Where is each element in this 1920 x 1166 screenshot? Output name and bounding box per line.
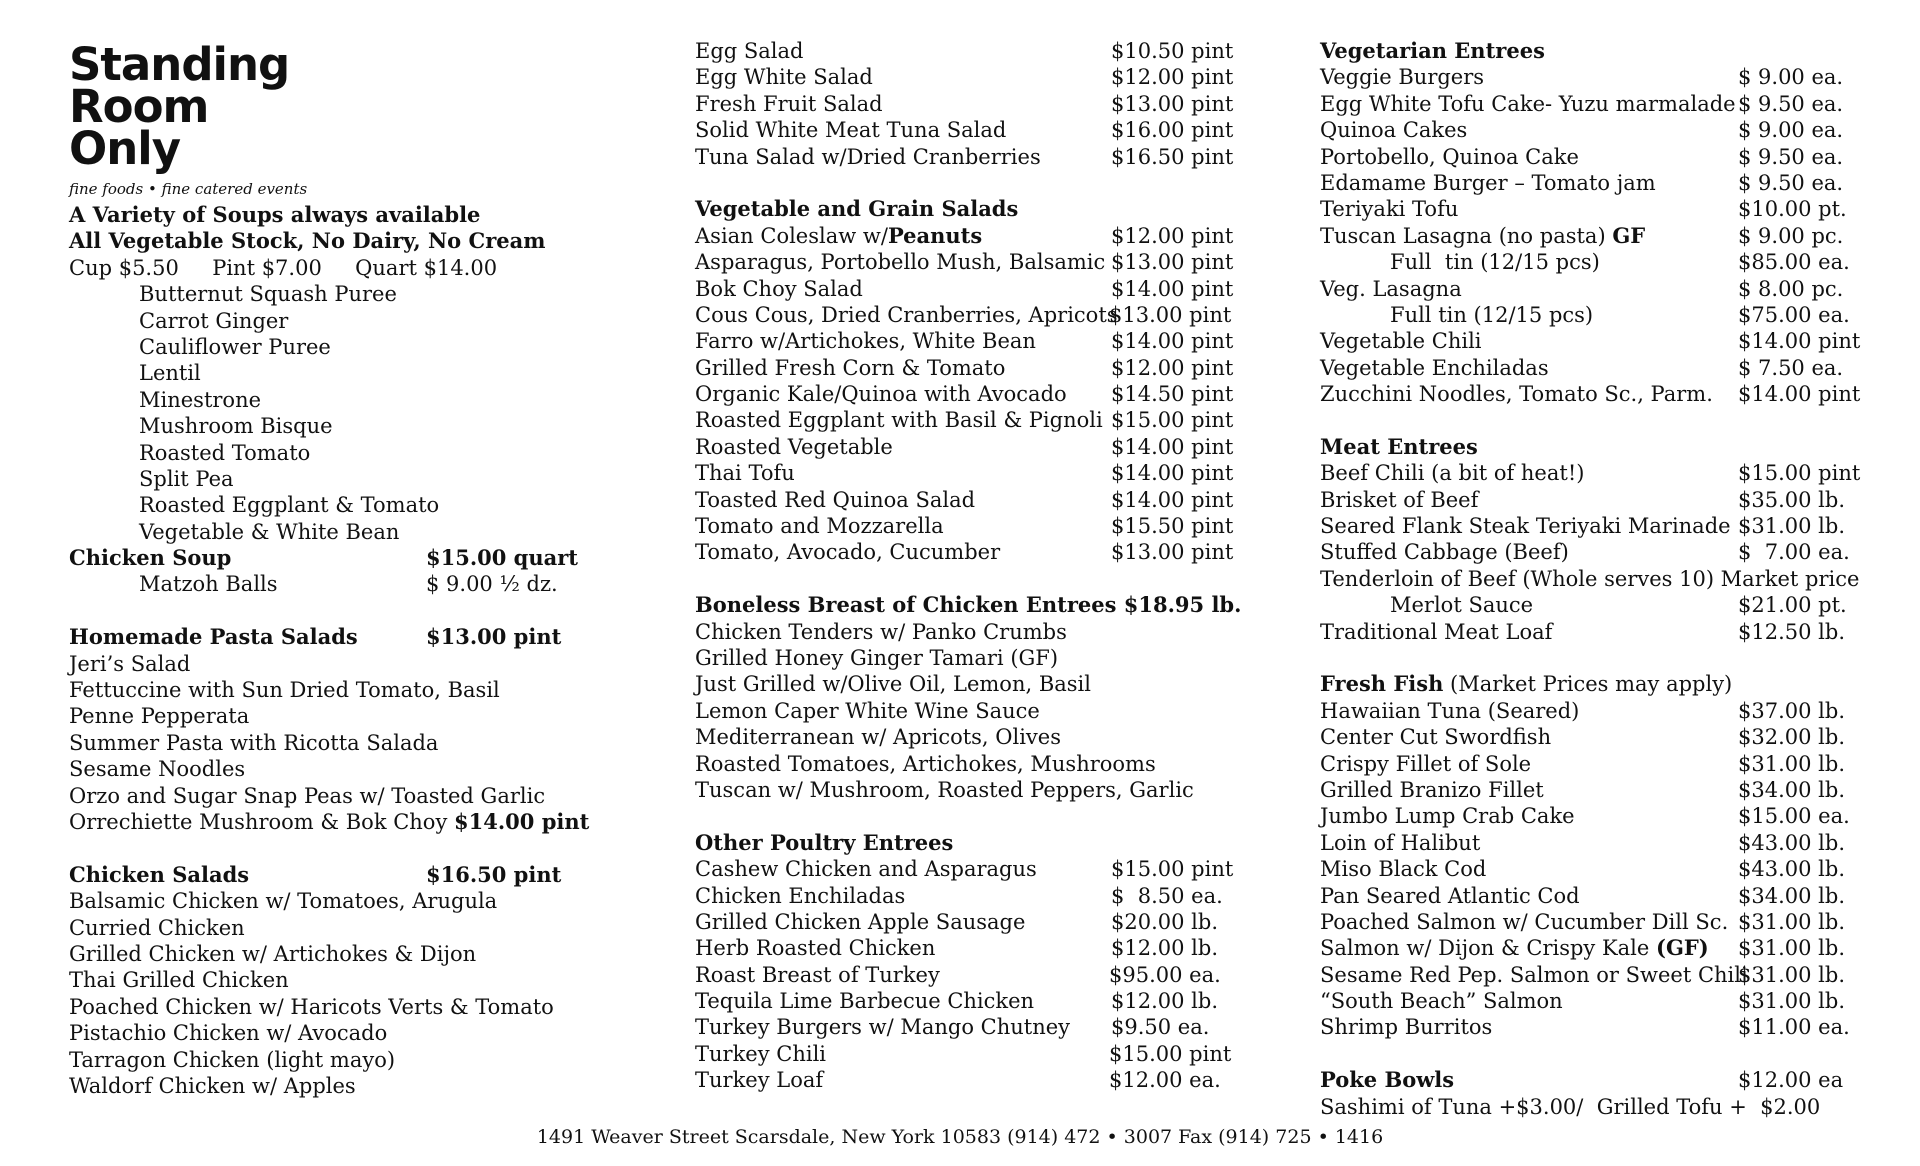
veg-grain-item <box>695 381 1255 407</box>
fish-item <box>1320 777 1880 803</box>
veg-grain-item <box>695 407 1255 433</box>
item-price: $13.00 pint <box>1109 302 1232 327</box>
item-name: Salmon w/ Dijon & Crispy Kale <box>1320 936 1650 961</box>
item-name: Tequila Lime Barbecue Chicken <box>695 989 1035 1014</box>
fish-item <box>1320 909 1880 935</box>
item-price: $75.00 ea. <box>1738 302 1850 327</box>
pasta-item: Fettuccine with Sun Dried Tomato, Basil <box>69 678 500 703</box>
item-name: Solid White Meat Tuna Salad <box>695 118 1007 143</box>
item-price: $16.50 pint <box>1111 144 1234 169</box>
chicken-salad-item: Balsamic Chicken w/ Tomatoes, Arugula <box>69 889 498 914</box>
item-price: $ 9.00 pc. <box>1738 223 1844 248</box>
item-name: Quinoa Cakes <box>1320 118 1468 143</box>
item-name: Seared Flank Steak Teriyaki Marinade <box>1320 514 1731 539</box>
item-price: $ 9.50 ea. <box>1738 91 1844 116</box>
gluten-free-badge: (GF) <box>1656 935 1709 961</box>
fish-item <box>1320 830 1880 856</box>
soup-item: Butternut Squash Puree <box>139 282 397 307</box>
boneless-item: Grilled Honey Ginger Tamari (GF) <box>695 645 1059 670</box>
poke-heading <box>1320 1067 1880 1093</box>
item-name: Tomato and Mozzarella <box>695 514 944 539</box>
veg-grain-item <box>695 355 1255 381</box>
item-name: Matzoh Balls <box>139 572 278 597</box>
item-price: $31.00 lb. <box>1738 989 1845 1014</box>
item-name: Egg White Tofu Cake- Yuzu marmalade <box>1320 91 1736 116</box>
item-price: $31.00 lb. <box>1738 751 1845 776</box>
item-price: $ 9.50 ea. <box>1738 170 1844 195</box>
veg-grain-item <box>695 513 1255 539</box>
item-price: $43.00 lb. <box>1738 830 1845 855</box>
meat-item <box>1320 592 1880 618</box>
item-name: Sesame Red Pep. Salmon or Sweet Chili <box>1320 962 1748 987</box>
item-name: Center Cut Swordfish <box>1320 725 1552 750</box>
item-price: $11.00 ea. <box>1738 1015 1850 1040</box>
item-price: $14.00 pint <box>1738 382 1861 407</box>
item-name: Cashew Chicken and Asparagus <box>695 857 1037 882</box>
vegetarian-item <box>1320 276 1880 302</box>
item-price: $32.00 lb. <box>1738 725 1845 750</box>
item-name: Organic Kale/Quinoa with Avocado <box>695 382 1067 407</box>
item-name: Merlot Sauce <box>1390 593 1534 618</box>
item-price: $13.00 pint <box>1111 91 1234 116</box>
item-name: Beef Chili (a bit of heat!) <box>1320 461 1585 486</box>
item-name: Turkey Burgers w/ Mango Chutney <box>695 1015 1071 1040</box>
item-name: Vegetable Enchiladas <box>1320 355 1549 380</box>
item-price: $16.00 pint <box>1111 118 1234 143</box>
item-name: Roasted Vegetable <box>695 434 893 459</box>
veg-grain-item <box>695 539 1255 565</box>
soup-item: Roasted Eggplant & Tomato <box>139 493 440 518</box>
poultry-item <box>695 935 1255 961</box>
item-name: Crispy Fillet of Sole <box>1320 751 1532 776</box>
menu-column-2 <box>695 38 1255 1094</box>
item-price: $15.00 pint <box>1111 857 1234 882</box>
vegetarian-item <box>1320 302 1880 328</box>
item-name: Grilled Chicken Apple Sausage <box>695 909 1026 934</box>
address-footer: 1491 Weaver Street Scarsdale, New York 10583 (914) 472 • 3007 Fax (914) 725 • 1416 <box>536 1126 1384 1148</box>
veg-grain-item <box>695 328 1255 354</box>
vegetarian-item <box>1320 144 1880 170</box>
item-price: $12.00 lb. <box>1111 936 1218 961</box>
soup-item: Roasted Tomato <box>139 440 311 465</box>
salad-item <box>695 38 1255 64</box>
item-price: $15.00 ea. <box>1738 804 1850 829</box>
fish-item <box>1320 698 1880 724</box>
poultry-item <box>695 988 1255 1014</box>
veg-grain-item <box>695 276 1255 302</box>
menu-column-3 <box>1320 38 1880 1120</box>
item-name: Poached Salmon w/ Cucumber Dill Sc. <box>1320 909 1729 934</box>
salad-item <box>695 91 1255 117</box>
item-price: $ 7.50 ea. <box>1738 355 1844 380</box>
item-name: “South Beach” Salmon <box>1320 989 1563 1014</box>
veg-grain-heading: Vegetable and Grain Salads <box>695 196 1019 222</box>
item-price: $12.00 pint <box>1111 223 1234 248</box>
pasta-item <box>69 809 629 835</box>
boneless-item: Chicken Tenders w/ Panko Crumbs <box>695 619 1067 644</box>
boneless-item: Mediterranean w/ Apricots, Olives <box>695 725 1062 750</box>
vegetarian-item <box>1320 64 1880 90</box>
meat-item: Tenderloin of Beef (Whole serves 10) Market price <box>1320 566 1860 591</box>
item-name: Edamame Burger – Tomato jam <box>1320 170 1656 195</box>
tagline: fine foods • fine catered events <box>69 180 308 198</box>
poultry-item <box>695 1014 1255 1040</box>
item-price: $ 8.00 pc. <box>1738 276 1844 301</box>
item-price: $21.00 pt. <box>1738 593 1847 618</box>
salad-item <box>695 117 1255 143</box>
item-price: $14.00 pint <box>1111 434 1234 459</box>
soup-item: Carrot Ginger <box>139 308 289 333</box>
item-price: $12.00 pint <box>1111 65 1234 90</box>
fish-heading <box>1320 671 1880 697</box>
item-price: $10.50 pint <box>1111 39 1234 63</box>
item-price: $14.50 pint <box>1111 382 1234 407</box>
pasta-item: Orzo and Sugar Snap Peas w/ Toasted Garlic <box>69 783 546 808</box>
veg-grain-item <box>695 460 1255 486</box>
item-name: Chicken Soup <box>69 545 232 571</box>
soup-item: Vegetable & White Bean <box>139 519 400 544</box>
item-name: Tomato, Avocado, Cucumber <box>695 540 1001 565</box>
item-price: $31.00 lb. <box>1738 909 1845 934</box>
item-price: $31.00 lb. <box>1738 514 1845 539</box>
item-name: Chicken Enchiladas <box>695 883 906 908</box>
chicken-salad-item: Curried Chicken <box>69 915 245 940</box>
item-name: Shrimp Burritos <box>1320 1015 1493 1040</box>
item-name: Herb Roasted Chicken <box>695 936 936 961</box>
item-price: $14.00 pint <box>1111 276 1234 301</box>
logo-line: Only <box>69 122 181 175</box>
logo-line: Standing <box>69 38 290 91</box>
poultry-item <box>695 962 1255 988</box>
item-price: $ 7.00 ea. <box>1738 540 1850 565</box>
item-price: $15.00 pint <box>1109 1041 1232 1066</box>
poultry-item <box>695 1041 1255 1067</box>
chicken-salad-item: Pistachio Chicken w/ Avocado <box>69 1021 388 1046</box>
section-title: Fresh Fish <box>1320 671 1444 697</box>
veg-grain-item <box>695 223 1255 249</box>
boneless-item: Just Grilled w/Olive Oil, Lemon, Basil <box>695 672 1091 697</box>
item-name: Pan Seared Atlantic Cod <box>1320 883 1580 908</box>
boneless-chicken-heading: Boneless Breast of Chicken Entrees $18.95 lb. <box>695 592 1242 618</box>
vegetarian-heading: Vegetarian Entrees <box>1320 38 1545 63</box>
item-price: $12.50 lb. <box>1738 619 1845 644</box>
item-name: Portobello, Quinoa Cake <box>1320 144 1579 169</box>
item-price: $34.00 lb. <box>1738 883 1845 908</box>
item-price: $12.00 ea. <box>1109 1068 1221 1093</box>
poultry-item <box>695 856 1255 882</box>
meat-item <box>1320 487 1880 513</box>
item-name: Veggie Burgers <box>1320 65 1485 90</box>
soup-item: Cauliflower Puree <box>139 334 331 359</box>
item-price: $15.00 pint <box>1738 461 1861 486</box>
item-price: $ 9.00 ½ dz. <box>426 572 558 597</box>
pasta-item: Summer Pasta with Ricotta Salada <box>69 730 439 755</box>
section-price: $12.00 ea <box>1738 1068 1844 1093</box>
matzoh-balls <box>69 571 629 597</box>
soups-heading: A Variety of Soups always available <box>69 202 481 227</box>
veg-grain-item <box>695 434 1255 460</box>
fish-item <box>1320 962 1880 988</box>
item-name: Toasted Red Quinoa Salad <box>695 487 976 512</box>
item-name: Full tin (12/15 pcs) <box>1390 302 1594 327</box>
item-name-bold: Peanuts <box>887 222 983 248</box>
item-name: Vegetable Chili <box>1320 329 1482 354</box>
section-note: (Market Prices may apply) <box>1450 672 1733 697</box>
fish-item <box>1320 1014 1880 1040</box>
fish-item <box>1320 988 1880 1014</box>
section-price: $16.50 pint <box>426 861 562 887</box>
item-price: $20.00 lb. <box>1111 909 1218 934</box>
item-name: Loin of Halibut <box>1320 830 1481 855</box>
vegetarian-item <box>1320 381 1880 407</box>
section-title: Poke Bowls <box>1320 1067 1455 1093</box>
item-name: Jumbo Lump Crab Cake <box>1320 804 1575 829</box>
vegetarian-item <box>1320 223 1880 249</box>
item-name: Turkey Chili <box>695 1041 827 1066</box>
vegetarian-item <box>1320 355 1880 381</box>
item-name: Brisket of Beef <box>1320 487 1479 512</box>
chicken-salad-item: Waldorf Chicken w/ Apples <box>69 1073 356 1098</box>
menu-column-1 <box>69 38 629 1099</box>
fish-item <box>1320 724 1880 750</box>
chicken-salad-item: Tarragon Chicken (light mayo) <box>69 1047 396 1072</box>
item-name: Farro w/Artichokes, White Bean <box>695 329 1036 354</box>
chicken-salad-item: Grilled Chicken w/ Artichokes & Dijon <box>69 941 477 966</box>
soups-subheading: All Vegetable Stock, No Dairy, No Cream <box>69 228 546 254</box>
item-price: $31.00 lb. <box>1738 962 1845 987</box>
poke-note: Sashimi of Tuna +$3.00/ Grilled Tofu + $2.00 <box>1320 1094 1821 1119</box>
item-name: Asparagus, Portobello Mush, Balsamic <box>695 250 1106 275</box>
item-price: $14.00 pint <box>1111 461 1234 486</box>
chicken-salad-item: Thai Grilled Chicken <box>69 968 289 993</box>
vegetarian-item <box>1320 91 1880 117</box>
meat-item <box>1320 513 1880 539</box>
fish-item <box>1320 856 1880 882</box>
poultry-item <box>695 1067 1255 1093</box>
item-name: Grilled Fresh Corn & Tomato <box>695 355 1006 380</box>
item-name: Roasted Eggplant with Basil & Pignoli <box>695 408 1103 433</box>
item-name: Full tin (12/15 pcs) <box>1390 250 1600 275</box>
item-price: $14.00 pint <box>1111 329 1234 354</box>
fish-item <box>1320 935 1880 961</box>
item-price: $35.00 lb. <box>1738 487 1845 512</box>
item-price: $ 9.00 ea. <box>1738 118 1844 143</box>
item-name: Veg. Lasagna <box>1320 276 1462 301</box>
soup-sizes: Cup $5.50 Pint $7.00 Quart $14.00 <box>69 255 498 280</box>
pasta-item: Sesame Noodles <box>69 757 246 782</box>
fish-item <box>1320 803 1880 829</box>
item-name: Egg White Salad <box>695 65 873 90</box>
item-price: $9.50 ea. <box>1111 1015 1210 1040</box>
boneless-item: Lemon Caper White Wine Sauce <box>695 698 1040 723</box>
item-name: Grilled Branizo Fillet <box>1320 777 1544 802</box>
section-price: $13.00 pint <box>426 624 562 650</box>
vegetarian-item <box>1320 249 1880 275</box>
poultry-heading: Other Poultry Entrees <box>695 829 954 855</box>
item-name: Hawaiian Tuna (Seared) <box>1320 698 1580 723</box>
vegetarian-item <box>1320 328 1880 354</box>
item-name: Traditional Meat Loaf <box>1320 619 1553 644</box>
item-price: $14.00 pint <box>1111 487 1234 512</box>
boneless-item: Tuscan w/ Mushroom, Roasted Peppers, Garlic <box>695 777 1194 802</box>
meat-item <box>1320 460 1880 486</box>
item-price: $10.00 pt. <box>1738 197 1847 222</box>
item-price: $14.00 pint <box>454 808 590 834</box>
chicken-salads-heading <box>69 862 629 888</box>
item-price: $15.50 pint <box>1111 514 1234 539</box>
veg-grain-item <box>695 487 1255 513</box>
item-price: $13.00 pint <box>1111 540 1234 565</box>
veg-grain-item <box>695 302 1255 328</box>
item-price: $34.00 lb. <box>1738 777 1845 802</box>
vegetarian-item <box>1320 117 1880 143</box>
item-price: $12.00 pint <box>1111 355 1234 380</box>
item-name: Stuffed Cabbage (Beef) <box>1320 540 1569 565</box>
fish-item <box>1320 883 1880 909</box>
item-price: $95.00 ea. <box>1109 962 1221 987</box>
chicken-salad-item: Poached Chicken w/ Haricots Verts & Tomato <box>69 994 554 1019</box>
salad-item <box>695 144 1255 170</box>
soup-item: Mushroom Bisque <box>139 414 333 439</box>
veg-grain-item <box>695 249 1255 275</box>
meat-item <box>1320 539 1880 565</box>
item-name: Turkey Loaf <box>695 1068 824 1093</box>
item-name: Cous Cous, Dried Cranberries, Apricots <box>695 302 1118 327</box>
item-price: $12.00 lb. <box>1111 989 1218 1014</box>
poultry-item <box>695 883 1255 909</box>
pasta-heading <box>69 624 629 650</box>
item-name: Tuna Salad w/Dried Cranberries <box>695 144 1041 169</box>
vegetarian-item <box>1320 170 1880 196</box>
soup-item: Split Pea <box>139 466 234 491</box>
item-name: Asian Coleslaw w/ <box>695 223 888 248</box>
item-price: $ 9.00 ea. <box>1738 65 1844 90</box>
item-name: Egg Salad <box>695 39 804 63</box>
fish-item <box>1320 751 1880 777</box>
item-price: $13.00 pint <box>1111 250 1234 275</box>
item-price: $43.00 lb. <box>1738 857 1845 882</box>
soup-item: Minestrone <box>139 387 262 412</box>
meat-heading: Meat Entrees <box>1320 433 1478 459</box>
item-price: $31.00 lb. <box>1738 936 1845 961</box>
chicken-soup <box>69 545 629 571</box>
item-name: Fresh Fruit Salad <box>695 91 883 116</box>
item-name: Tuscan Lasagna (no pasta) <box>1320 223 1606 248</box>
item-price: $ 8.50 ea. <box>1111 883 1223 908</box>
section-title: Homemade Pasta Salads <box>69 624 358 650</box>
vegetarian-item <box>1320 196 1880 222</box>
item-price: $14.00 pint <box>1738 329 1861 354</box>
section-title: Chicken Salads <box>69 861 250 887</box>
logo <box>69 38 629 175</box>
item-price: $85.00 ea. <box>1738 250 1850 275</box>
boneless-item: Roasted Tomatoes, Artichokes, Mushrooms <box>695 751 1156 776</box>
item-name: Zucchini Noodles, Tomato Sc., Parm. <box>1320 382 1713 407</box>
soup-item: Lentil <box>139 361 201 386</box>
item-price: $ 9.50 ea. <box>1738 144 1844 169</box>
item-price: $15.00 quart <box>426 545 579 571</box>
item-name: Roast Breast of Turkey <box>695 962 940 987</box>
poultry-item <box>695 909 1255 935</box>
meat-item <box>1320 619 1880 645</box>
item-price: $37.00 lb. <box>1738 698 1845 723</box>
item-name: Bok Choy Salad <box>695 276 863 301</box>
item-name: Thai Tofu <box>695 461 795 486</box>
item-price: $15.00 pint <box>1111 408 1234 433</box>
gluten-free-badge: GF <box>1612 222 1646 248</box>
item-name: Miso Black Cod <box>1320 857 1487 882</box>
salad-item <box>695 64 1255 90</box>
item-name: Teriyaki Tofu <box>1320 197 1459 222</box>
logo-line: Room <box>69 80 209 133</box>
pasta-item: Penne Pepperata <box>69 704 250 729</box>
item-name: Orrechiette Mushroom & Bok Choy <box>69 809 448 834</box>
pasta-item: Jeri’s Salad <box>69 651 191 676</box>
